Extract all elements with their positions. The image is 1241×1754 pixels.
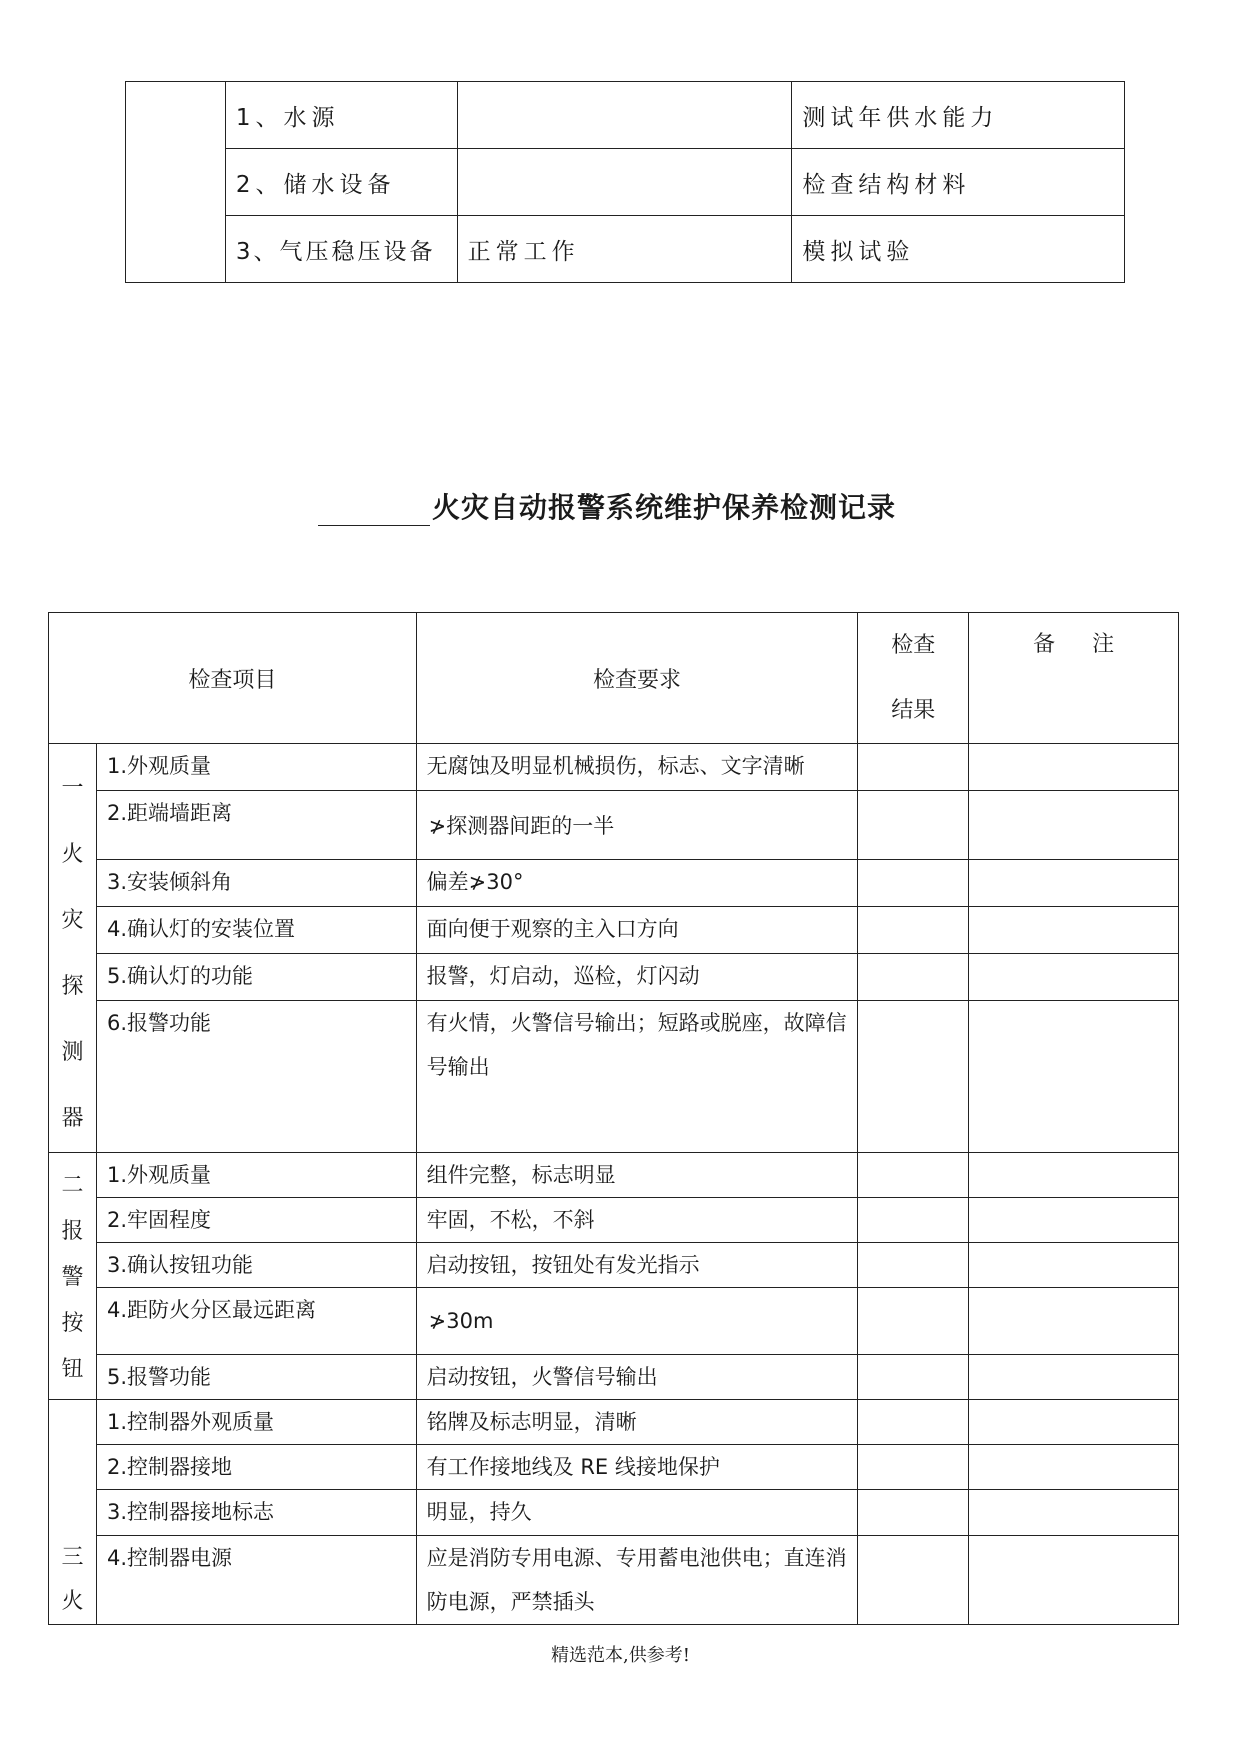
requirement-cell: 应是消防专用电源、专用蓄电池供电；直连消防电源，严禁插头 (416, 1535, 858, 1624)
note-cell (969, 1490, 1179, 1535)
method-cell: 模拟试验 (792, 216, 1125, 283)
result-cell (858, 744, 969, 791)
requirement-cell: 明显，持久 (416, 1490, 858, 1535)
note-cell (969, 906, 1179, 953)
requirement-cell: 组件完整，标志明显 (416, 1153, 858, 1198)
item-cell: 2.控制器接地 (96, 1445, 416, 1490)
result-cell (858, 1445, 969, 1490)
item-cell: 1.外观质量 (96, 1153, 416, 1198)
result-cell (858, 1400, 969, 1445)
category-char: 按 (61, 1311, 84, 1336)
inspection-table (48, 612, 1179, 1625)
item-cell: 1.控制器外观质量 (96, 1400, 416, 1445)
category-cell (126, 82, 226, 283)
requirement-cell: 有工作接地线及 RE 线接地保护 (416, 1445, 858, 1490)
note-cell (969, 744, 1179, 791)
category-char: 测 (61, 1040, 84, 1065)
header-result-line2: 结果 (891, 698, 936, 723)
table-row (49, 859, 1179, 906)
requirement-cell: 铭牌及标志明显，清晰 (416, 1400, 858, 1445)
table-row (49, 1490, 1179, 1535)
water-supply-table (125, 81, 1125, 283)
note-cell (969, 790, 1179, 859)
item-cell: 5.报警功能 (96, 1355, 416, 1400)
result-cell (858, 790, 969, 859)
requirement-cell: 偏差≯30° (416, 859, 858, 906)
table-row (49, 1445, 1179, 1490)
note-cell (969, 1535, 1179, 1624)
header-item: 检查项目 (49, 613, 417, 744)
category-char: 火 (61, 1589, 84, 1614)
category-char: 三 (61, 1545, 84, 1570)
item-cell: 3.确认按钮功能 (96, 1243, 416, 1288)
result-cell (858, 1490, 969, 1535)
item-cell: 1、水源 (225, 82, 457, 149)
note-cell (969, 1288, 1179, 1355)
item-cell: 3.控制器接地标志 (96, 1490, 416, 1535)
table-row (49, 1153, 1179, 1198)
category-detector (49, 744, 97, 1153)
table-row (49, 1288, 1179, 1355)
status-cell (457, 82, 792, 149)
category-char: 一 (61, 776, 84, 801)
category-char: 器 (61, 1106, 84, 1131)
category-char: 钮 (61, 1357, 84, 1382)
table-row (49, 906, 1179, 953)
title-blank-line (318, 491, 430, 526)
requirement-cell: 牢固，不松，不斜 (416, 1198, 858, 1243)
footer-text: 精选范本,供参考! (551, 1645, 690, 1666)
header-requirement: 检查要求 (416, 613, 858, 744)
note-cell (969, 1153, 1179, 1198)
table-row (49, 744, 1179, 791)
requirement-cell: ≯30m (416, 1288, 858, 1355)
table-row (49, 1400, 1179, 1445)
result-cell (858, 859, 969, 906)
note-cell (969, 1243, 1179, 1288)
result-cell (858, 1355, 969, 1400)
item-cell: 6.报警功能 (96, 1000, 416, 1152)
requirement-cell: 无腐蚀及明显机械损伤，标志、文字清晰 (416, 744, 858, 791)
method-cell: 检查结构材料 (792, 149, 1125, 216)
note-cell (969, 953, 1179, 1000)
table-row (49, 1198, 1179, 1243)
table-row (49, 953, 1179, 1000)
item-cell: 4.确认灯的安装位置 (96, 906, 416, 953)
requirement-cell: 面向便于观察的主入口方向 (416, 906, 858, 953)
note-cell (969, 1445, 1179, 1490)
status-cell (457, 149, 792, 216)
table-row (126, 216, 1125, 283)
table-row (49, 1535, 1179, 1624)
category-char: 灾 (61, 908, 84, 933)
requirement-cell: 报警，灯启动，巡检，灯闪动 (416, 953, 858, 1000)
category-char: 警 (61, 1265, 84, 1290)
item-cell: 5.确认灯的功能 (96, 953, 416, 1000)
header-note: 备 注 (969, 613, 1179, 744)
item-cell: 2.距端墙距离 (96, 790, 416, 859)
note-cell (969, 1400, 1179, 1445)
title-text: 火灾自动报警系统维护保养检测记录 (432, 491, 897, 524)
page-title (318, 486, 896, 526)
category-char: 火 (61, 842, 84, 867)
item-cell: 2、储水设备 (225, 149, 457, 216)
header-result (858, 613, 969, 744)
method-cell: 测试年供水能力 (792, 82, 1125, 149)
requirement-cell: 启动按钮，按钮处有发光指示 (416, 1243, 858, 1288)
category-controller (49, 1400, 97, 1625)
table-row (49, 1355, 1179, 1400)
note-cell (969, 1000, 1179, 1152)
table-row (49, 1243, 1179, 1288)
category-alarm-button (49, 1153, 97, 1400)
table-row (49, 790, 1179, 859)
category-char: 探 (61, 974, 84, 999)
requirement-cell: ≯探测器间距的一半 (416, 790, 858, 859)
result-cell (858, 1000, 969, 1152)
result-cell (858, 1243, 969, 1288)
item-cell: 3.安装倾斜角 (96, 859, 416, 906)
result-cell (858, 1198, 969, 1243)
result-cell (858, 1153, 969, 1198)
category-char: 报 (61, 1219, 84, 1244)
table-row (49, 1000, 1179, 1152)
note-cell (969, 1355, 1179, 1400)
result-cell (858, 906, 969, 953)
header-result-line1: 检查 (891, 633, 936, 658)
result-cell (858, 953, 969, 1000)
table-row (126, 82, 1125, 149)
item-cell: 4.控制器电源 (96, 1535, 416, 1624)
note-cell (969, 859, 1179, 906)
category-char: 二 (61, 1173, 84, 1198)
result-cell (858, 1535, 969, 1624)
requirement-cell: 有火情，火警信号输出；短路或脱座，故障信号输出 (416, 1000, 858, 1152)
result-cell (858, 1288, 969, 1355)
note-cell (969, 1198, 1179, 1243)
item-cell: 2.牢固程度 (96, 1198, 416, 1243)
item-cell: 4.距防火分区最远距离 (96, 1288, 416, 1355)
table-row (126, 149, 1125, 216)
status-cell: 正常工作 (457, 216, 792, 283)
table-header-row (49, 613, 1179, 744)
item-cell: 3、气压稳压设备 (225, 216, 457, 283)
item-cell: 1.外观质量 (96, 744, 416, 791)
requirement-cell: 启动按钮，火警信号输出 (416, 1355, 858, 1400)
